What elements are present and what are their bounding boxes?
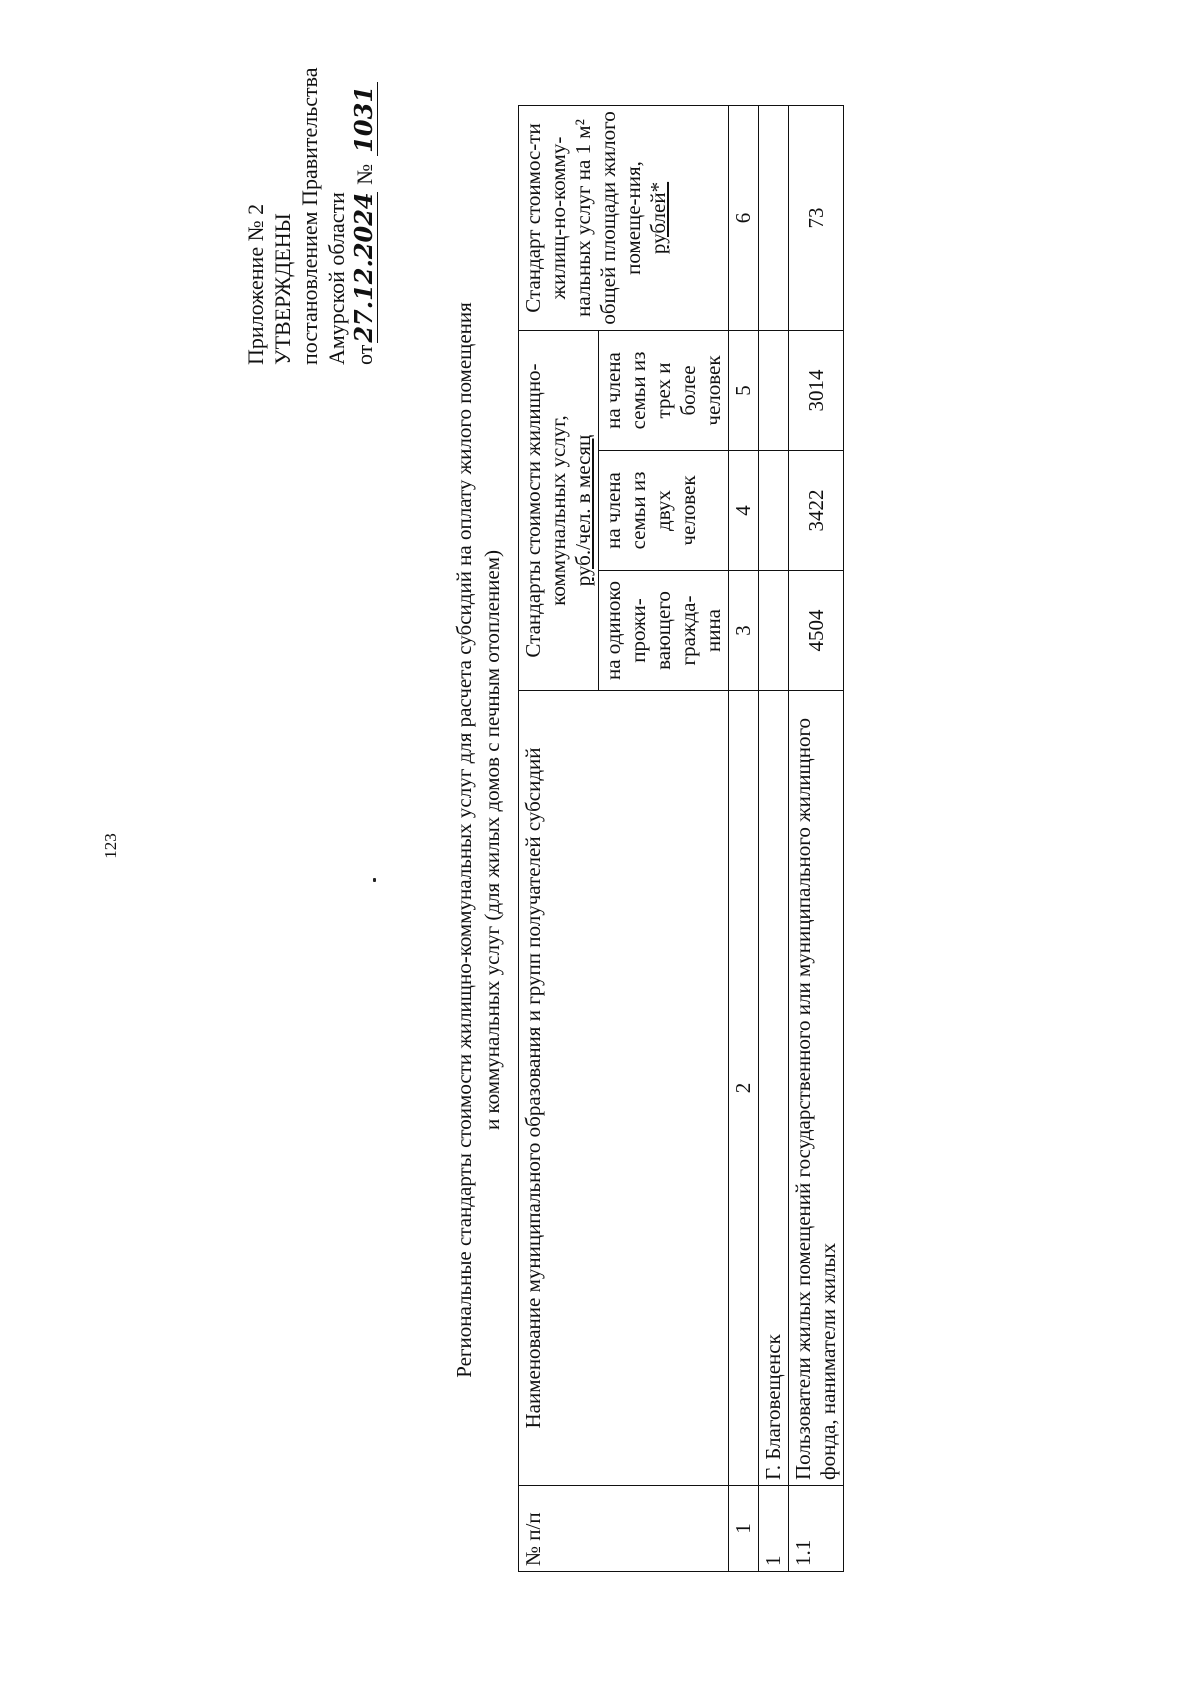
rotated-document [32, 50, 1162, 1650]
approval-resolution: постановлением Правительства [297, 67, 322, 365]
number-prefix: № [352, 163, 377, 185]
row-col6: 73 [789, 105, 844, 330]
approval-region: Амурской области [324, 192, 349, 365]
header-num: № п/п [519, 1486, 729, 1572]
empty-cell [759, 451, 789, 571]
empty-cell [759, 105, 789, 330]
header-col4: на члена семьи из двух человек [599, 451, 729, 571]
section-row [759, 105, 789, 1571]
row-num: 1.1 [789, 1486, 844, 1572]
row-col5: 3014 [789, 330, 844, 450]
header-col3: на одиноко прожи-вающего гражда-нина [599, 571, 729, 691]
header-col6 [519, 105, 729, 330]
approval-date-line [350, 67, 378, 365]
index-cell: 3 [729, 571, 759, 691]
row-col4: 3422 [789, 451, 844, 571]
row-name: Пользователи жилых помещений государственного или муниципального жилищного фонда, наниматели жилых [789, 691, 844, 1486]
header-group [519, 330, 599, 690]
index-cell: 5 [729, 330, 759, 450]
approval-annex: Приложение № 2 [243, 203, 268, 365]
row-col3: 4504 [789, 571, 844, 691]
header-name: Наименование муниципального образования и групп получателей субсидий [519, 691, 729, 1486]
handwritten-number: 1031 [350, 82, 378, 156]
index-cell: 6 [729, 105, 759, 330]
page-number: 123 [100, 833, 120, 859]
header-group-unit: руб./чел. в месяц [571, 434, 595, 587]
header-group-title: Стандарты стоимости жилищно-коммунальных услуг, [521, 363, 570, 658]
index-row [729, 105, 759, 1571]
standards-table [518, 105, 844, 1572]
index-cell: 2 [729, 691, 759, 1486]
approval-block [242, 67, 378, 365]
header-col6-text: Стандарт стоимос-ти жилищ-но-комму-нальных услуг на 1 м² общей площади жилого помеще-ния, [521, 111, 645, 325]
header-col6-unit: рублей* [646, 181, 670, 255]
empty-cell [759, 330, 789, 450]
header-col5: на члена семьи из трех и более человек [599, 330, 729, 450]
title-line-1: Региональные стандарты стоимости жилищно-коммунальных услуг для расчета субсидий на оплату жилого помещения [452, 302, 476, 1378]
approval-approved: УТВЕРЖДЕНЫ [270, 213, 295, 365]
title-line-2: и коммунальных услуг (для жилых домов с печным отоплением) [480, 549, 504, 1131]
empty-cell [759, 571, 789, 691]
document-title [450, 120, 506, 1560]
section-name: Г. Благовещенск [759, 691, 789, 1486]
header-row-1 [519, 105, 599, 1571]
index-cell: 1 [729, 1486, 759, 1572]
handwritten-date: 27.12.2024 [349, 192, 378, 343]
table-row [789, 105, 844, 1571]
section-num: 1 [759, 1486, 789, 1572]
date-prefix: от [352, 344, 377, 365]
index-cell: 4 [729, 451, 759, 571]
